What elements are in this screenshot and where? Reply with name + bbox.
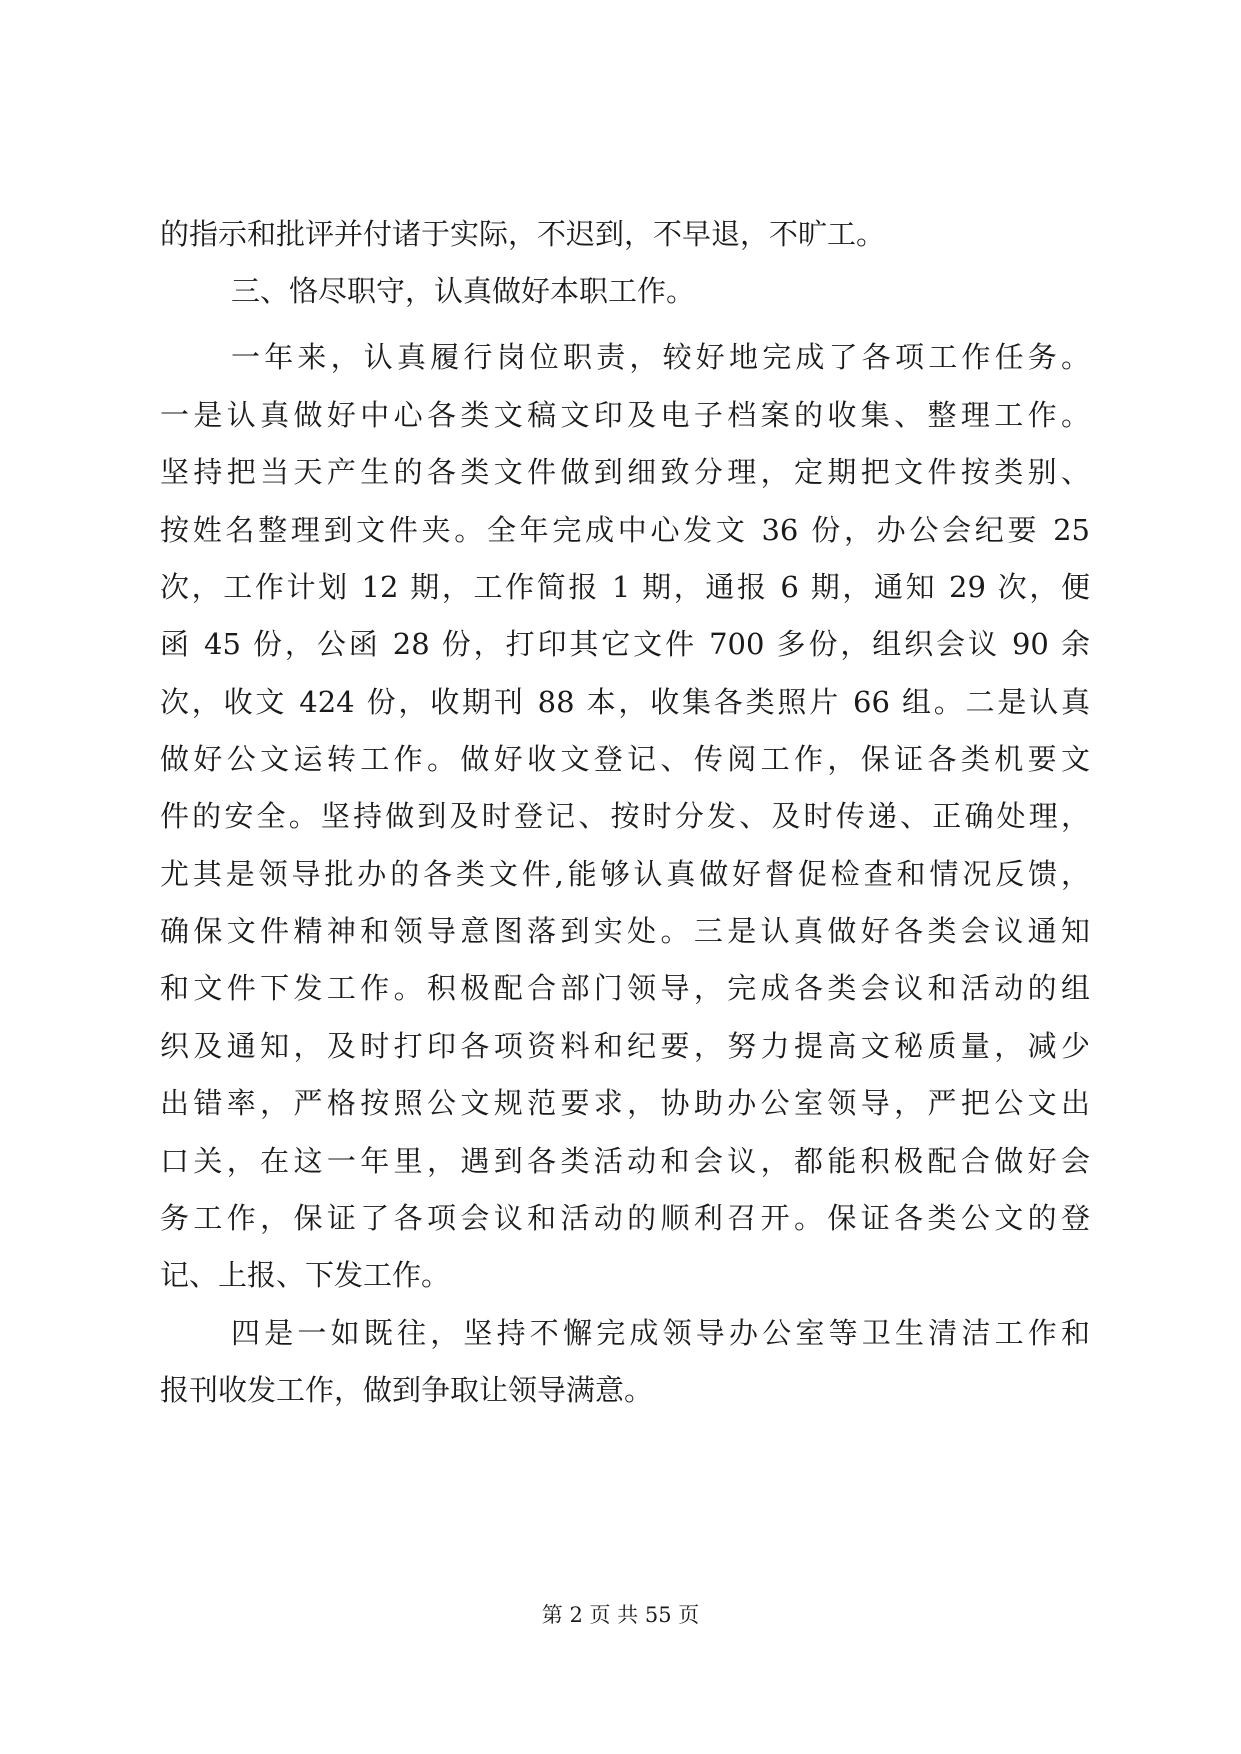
text-line: 口关，在这一年里，遇到各类活动和会议，都能积极配合做好会 bbox=[160, 1144, 1090, 1178]
text-line: 次，工作计划 12 期，工作简报 1 期，通报 6 期，通知 29 次，便 bbox=[160, 570, 1090, 604]
text-line: 务工作，保证了各项会议和活动的顺利召开。保证各类公文的登 bbox=[160, 1201, 1090, 1235]
text-line: 坚持把当天产生的各类文件做到细致分理，定期把文件按类别、 bbox=[160, 455, 1090, 489]
text-line: 尤其是领导批办的各类文件,能够认真做好督促检查和情况反馈， bbox=[160, 857, 1090, 891]
text-line: 和文件下发工作。积极配合部门领导，完成各类会议和活动的组 bbox=[160, 971, 1090, 1005]
text-line: 确保文件精神和领导意图落到实处。三是认真做好各类会议通知 bbox=[160, 914, 1090, 948]
text-line: 按姓名整理到文件夹。全年完成中心发文 36 份，办公会纪要 25 bbox=[160, 513, 1090, 547]
text-line: 记、上报、下发工作。 bbox=[160, 1258, 451, 1292]
text-line: 函 45 份，公函 28 份，打印其它文件 700 多份，组织会议 90 余 bbox=[160, 627, 1090, 661]
text-line: 一年来，认真履行岗位职责，较好地完成了各项工作任务。 bbox=[231, 340, 1090, 374]
text-line: 次，收文 424 份，收期刊 88 本，收集各类照片 66 组。二是认真 bbox=[160, 685, 1090, 719]
text-line: 件的安全。坚持做到及时登记、按时分发、及时传递、正确处理， bbox=[160, 799, 1090, 833]
text-line: 出错率，严格按照公文规范要求，协助办公室领导，严把公文出 bbox=[160, 1086, 1090, 1120]
page-number-footer: 第 2 页 共 55 页 bbox=[541, 1603, 700, 1627]
text-line: 做好公文运转工作。做好收文登记、传阅工作，保证各类机要文 bbox=[160, 742, 1090, 776]
section-heading: 三、恪尽职守，认真做好本职工作。 bbox=[231, 274, 696, 308]
text-line: 一是认真做好中心各类文稿文印及电子档案的收集、整理工作。 bbox=[160, 398, 1090, 432]
text-line: 织及通知，及时打印各项资料和纪要，努力提高文秘质量，减少 bbox=[160, 1029, 1090, 1063]
text-line: 报刊收发工作，做到争取让领导满意。 bbox=[160, 1373, 654, 1407]
text-line: 的指示和批评并付诸于实际，不迟到，不早退，不旷工。 bbox=[160, 217, 886, 251]
text-line: 四是一如既往，坚持不懈完成领导办公室等卫生清洁工作和 bbox=[231, 1316, 1090, 1350]
